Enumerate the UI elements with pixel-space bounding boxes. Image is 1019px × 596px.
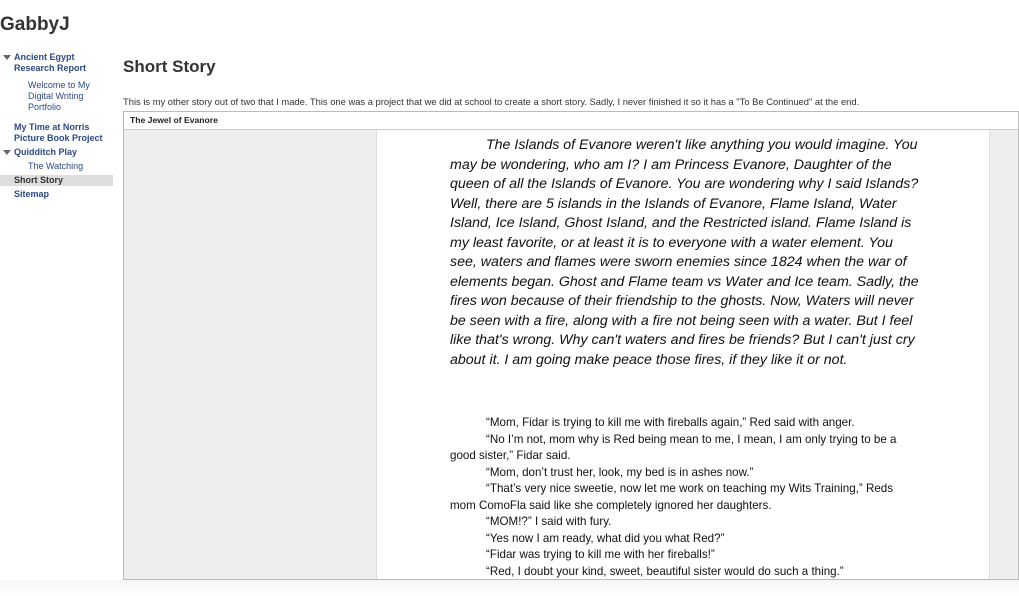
nav-item-label: The Watching	[28, 161, 84, 171]
nav-item-ancient-egypt[interactable]	[0, 52, 113, 74]
nav-item-the-watching[interactable]	[0, 161, 113, 172]
nav-item-quidditch[interactable]	[0, 147, 113, 158]
sidebar-nav	[0, 52, 113, 200]
nav-item-label: Ancient Egypt Research Report	[14, 52, 87, 73]
nav-item-label: Welcome to My Digital Writing Portfolio	[28, 80, 90, 112]
page-title: Short Story	[123, 57, 216, 76]
nav-item-label: My Time at Norris Picture Book Project	[14, 122, 103, 143]
document-page[interactable]	[376, 130, 990, 580]
nav-item-label: Sitemap	[14, 189, 50, 199]
dialog-line: “Fidar was trying to kill me with her fireballs!”	[486, 548, 715, 561]
document-title: The Jewel of Evanore	[124, 112, 1018, 130]
dialog-line: “Yes now I am ready, what did you what Red?”	[486, 531, 725, 545]
embedded-document[interactable]	[123, 111, 1019, 580]
page-intro: This is my other story out of two that I made. This one was a project that we did at school to create a short story. Sadly, I never finished it so it has a "To Be Continued" at the end.	[123, 96, 860, 107]
story-dialog	[450, 415, 920, 580]
site-title[interactable]: GabbyJ	[0, 14, 70, 35]
document-text	[450, 136, 920, 580]
expand-triangle-icon[interactable]	[3, 55, 11, 60]
nav-item-short-story[interactable]	[0, 175, 113, 186]
nav-item-label: Quidditch Play	[14, 147, 78, 157]
page-footer-strip	[0, 580, 1019, 596]
dialog-line: “Mom, don’t trust her, look, my bed is in ashes now.”	[486, 465, 754, 479]
dialog-line: “That’s very nice sweetie, now let me work on teaching my Wits Training,” Reds mom ComoFla said like she completely ignored her daughters.	[450, 482, 894, 512]
dialog-line: “No I’m not, mom why is Red being mean to me, I mean, I am only trying to be a good sister,” Fidar said.	[450, 432, 897, 462]
expand-triangle-icon[interactable]	[3, 150, 11, 155]
story-intro-paragraph: The Islands of Evanore weren't like anything you would imagine. You may be wondering, who am I? I am Princess Evanore, Daughter of the queen of all the Islands of Evanore. You are wondering why I said Islands? Well, there are 5 islands in the Islands of Evanore, Flame Island, Water Island, Ice Island, Ghost Island, and the Restricted island. Flame Island is my least favorite, or at least it is to everyone with a water element. You see, waters and flames were sworn enemies since 1824 when the war of elements began. Ghost and Flame team vs Water and Ice team. Sadly, the fires won because of their friendship to the ghosts. Now, Waters will never be seen with a fire, along with a fire not being seen with a water. But I feel like that's wrong. Why can't waters and fires be friends? But I can't just cry about it. I am going make peace those fires, if they like it or not.	[450, 137, 919, 368]
nav-item-sitemap[interactable]	[0, 189, 113, 200]
nav-item-norris[interactable]	[0, 122, 113, 144]
nav-item-label: Short Story	[14, 175, 64, 185]
nav-item-welcome[interactable]	[0, 80, 113, 113]
dialog-line: “Red, I doubt your kind, sweet, beautiful sister would do such a thing.”	[486, 564, 844, 578]
dialog-line: “Mom, Fidar is trying to kill me with fireballs again,” Red said with anger.	[486, 416, 855, 429]
dialog-line: “MOM!?” I said with fury.	[486, 515, 612, 528]
